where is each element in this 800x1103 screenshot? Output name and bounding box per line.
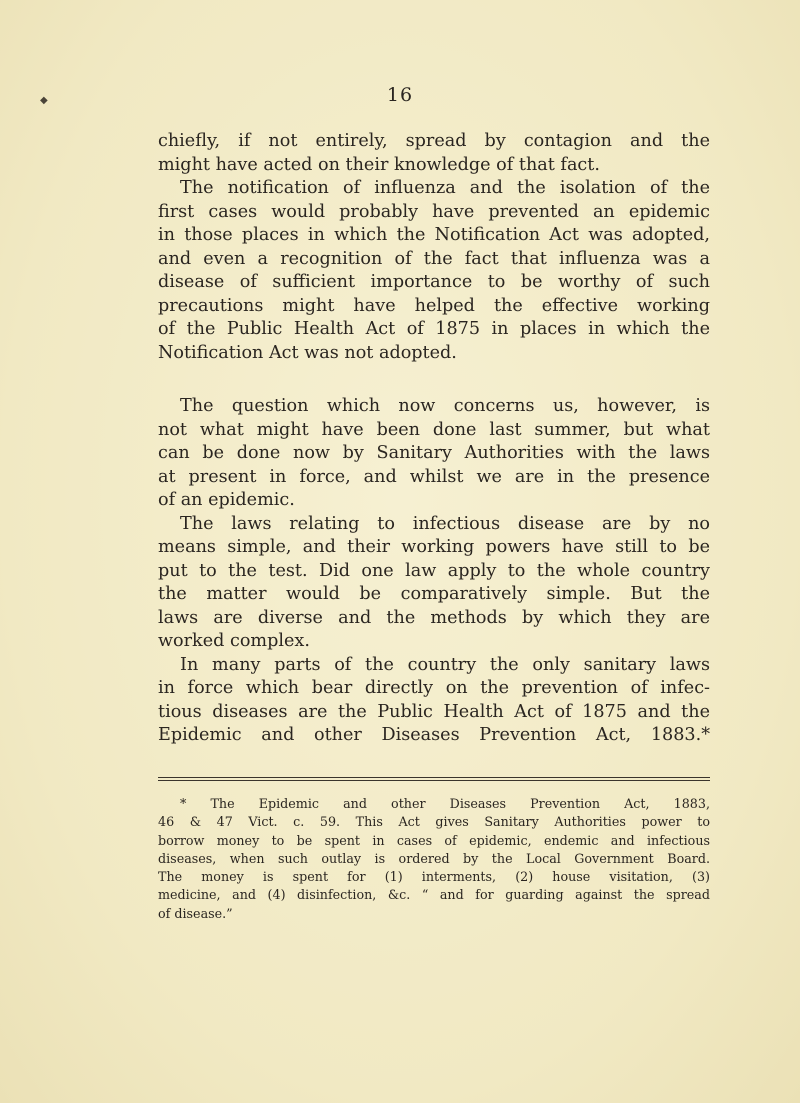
footnote-divider	[158, 777, 710, 781]
text-line: first cases would probably have prevented an epidemic	[158, 201, 710, 222]
text-line: of the Public Health Act of 1875 in places in which the	[158, 319, 710, 339]
text-line: In many parts of the country the only sanitary laws	[180, 654, 710, 675]
text-line: tious diseases are the Public Health Act of 1875 and the	[158, 701, 710, 722]
text-line: chiefly, if not entirely, spread by contagion and the	[158, 131, 710, 151]
footnote-line: 46 & 47 Vict. c. 59. This Act gives Sanitary Authorities power to	[158, 814, 710, 830]
text-line: the matter would be comparatively simple. But the	[158, 584, 710, 604]
text-line: worked complex.	[158, 631, 310, 651]
footnote-line: medicine, and (4) disinfection, &c. “ and for guarding against the spread	[158, 887, 710, 903]
text-line: might have acted on their knowledge of that fact.	[158, 154, 600, 175]
margin-mark: ◆	[40, 95, 48, 106]
footnote-line: * The Epidemic and other Diseases Prevention Act, 1883,	[180, 796, 710, 811]
text-line: can be done now by Sanitary Authorities with the laws	[158, 443, 710, 463]
text-line: means simple, and their working powers have still to be	[158, 537, 710, 557]
text-line: and even a recognition of the fact that influenza was a	[158, 248, 710, 269]
text-line: of an epidemic.	[158, 490, 295, 510]
footnote-line: of disease.”	[158, 905, 233, 921]
text-line: disease of sufficient importance to be worthy of such	[158, 272, 710, 292]
text-line: at present in force, and whilst we are in the presence	[158, 466, 710, 487]
text-line: The laws relating to infectious disease are by no	[180, 513, 710, 534]
footnote-line: diseases, when such outlay is ordered by the Local Government Board.	[158, 850, 710, 866]
text-line: Epidemic and other Diseases Prevention Act, 1883.*	[158, 725, 710, 745]
text-line: precautions might have helped the effective working	[158, 295, 710, 316]
text-line: put to the test. Did one law apply to the whole country	[158, 560, 710, 581]
page-number: 16	[386, 84, 414, 106]
text-line: The notification of influenza and the isolation of the	[180, 178, 710, 198]
paragraph-section-1	[158, 130, 710, 365]
footnote-line: The money is spent for (1) interments, (2) house visitation, (3)	[158, 869, 710, 885]
paragraph-section-2	[158, 395, 710, 748]
text-line: not what might have been done last summer, but what	[158, 419, 710, 440]
text-line: in force which bear directly on the prevention of infec-	[158, 678, 710, 698]
footnote	[158, 795, 710, 923]
text-line: Notification Act was not adopted.	[158, 342, 457, 363]
text-line: in those places in which the Notification Act was adopted,	[158, 225, 710, 245]
text-line: The question which now concerns us, however, is	[180, 396, 710, 416]
footnote-line: borrow money to be spent in cases of epidemic, endemic and infectious	[158, 832, 710, 848]
text-line: laws are diverse and the methods by which they are	[158, 607, 710, 628]
